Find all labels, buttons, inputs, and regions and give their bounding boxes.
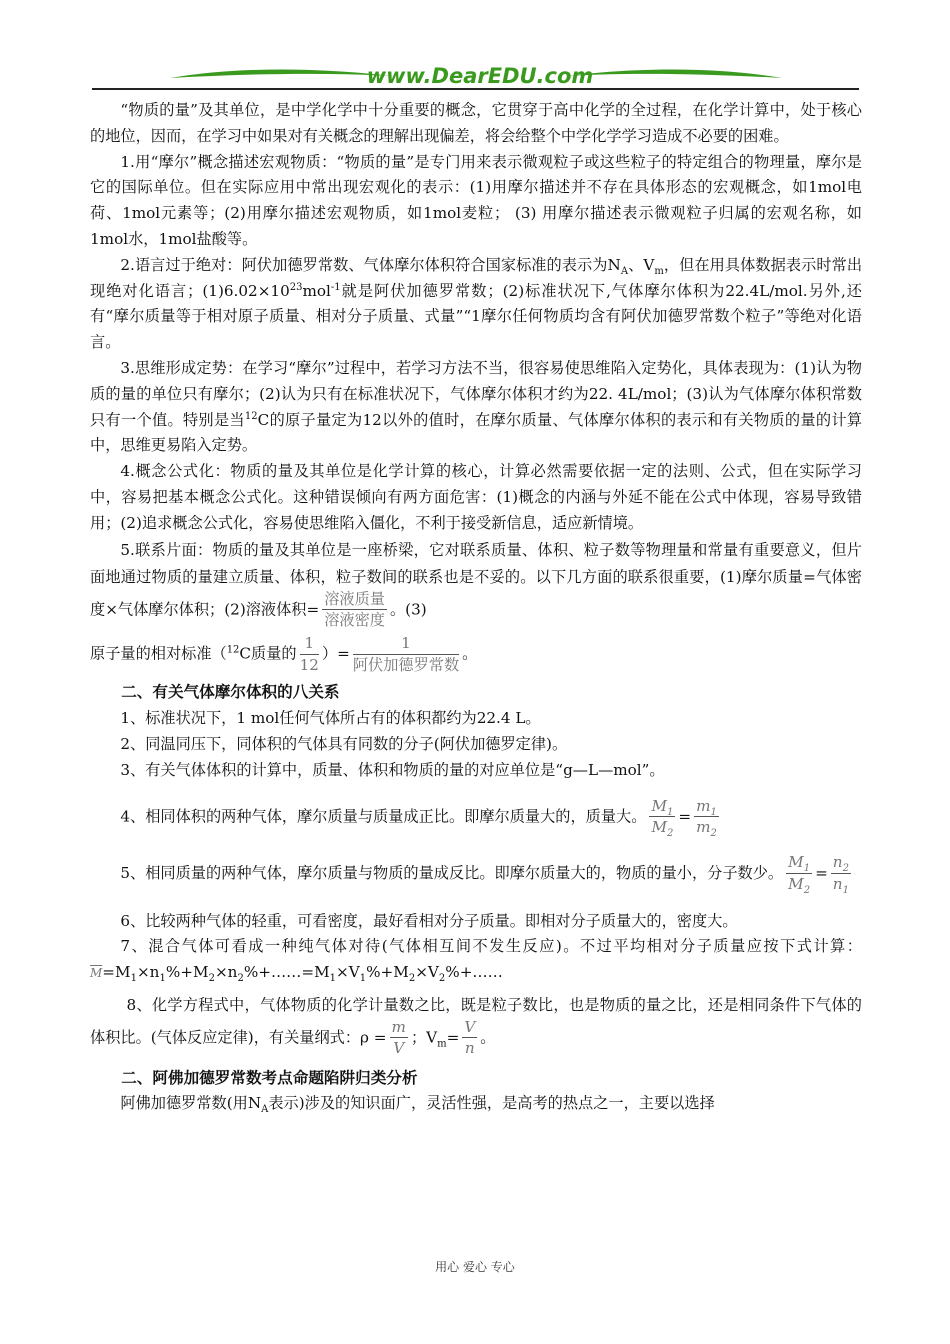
solution-volume-fraction: $\frac{\text{溶液质量}}{\text{溶液密度}}$	[324, 589, 385, 630]
relation-8: 8、化学方程式中，气体物质的化学计量数之比，既是粒子数比，也是物质的量之比，还是相同条件下气体的体积比。(气体反应定律)，有关量纲式：ρ = $\frac{m}{V}$ ；$V_m=$ $\frac{V}{n}$ 。	[90, 995, 862, 1058]
point-3: 3.思维形成定势：在学习“摩尔”过程中，若学习方法不当，很容易使思维陷入定势化，具体表现为：(1)认为物质的量的单位只有摩尔；(2)认为只有在标准状况下，气体摩尔体积才约为22. 4L/mol；(3)认为气体摩尔体积常数只有一个值。特别是当$^{12}$C的原子量定为12以外的值时，在摩尔质量、气体摩尔体积的表示和有关物质的量的计算中，思维更易陷入定势。	[90, 358, 863, 455]
relation-4: 4、相同体积的两种气体，摩尔质量与质量成正比。即摩尔质量大的，质量大。 $\frac{M_1}{M_2}$ = $\frac{m_1}{m_2}$	[120, 796, 717, 840]
point-2: 2.语言过于绝对：阿伏加德罗常数、气体摩尔体积符合国家标准的表示为$N_A$、$V_m$，但在用具体数据表示时常出现绝对化语言；$(1)6.02\times 10^{23}mol^{-1}$就是阿伏加德罗常数；(2)标准状况下,气体摩尔体积为22.4L/mol.另外,还有“摩尔质量等于相对原子质量、相对分子质量、式量”“1摩尔任何物质均含有阿伏加德罗常数个粒子”等绝对化语言。	[90, 255, 863, 352]
point-5: 5.联系片面：物质的量及其单位是一座桥梁，它对联系质量、体积、粒子数等物理量和常量有重要意义，但片面地通过物质的量建立质量、体积，粒子数间的联系也是不妥的。以下几方面的联系很重要，(1)摩尔质量=气体密度×气体摩尔体积；(2)溶液体积= $\frac{\text{溶液质量}}{\text{溶液密度}}$ 。(3)	[90, 540, 862, 630]
avogadro-intro: 阿佛加德罗常数(用$N_A$表示)涉及的知识面广，灵活性强，是高考的热点之一，主要以选择	[120, 1094, 715, 1116]
molar-volume-fraction: $\frac{V}{n}$	[464, 1017, 476, 1058]
site-url-text: www.DearEDU.com	[366, 64, 594, 88]
site-header-banner	[92, 58, 859, 92]
intro-paragraph: “物质的量”及其单位，是中学化学中十分重要的概念，它贯穿于高中化学的全过程，在化学计算中，处于核心的地位，因而，在学习中如果对有关概念的理解出现偏差，将会给整个中学化学学习造成不必要的困难。	[90, 101, 862, 145]
relation-1: 1、标准状况下，1 mol任何气体所占有的体积都约为22.4 L。	[120, 709, 541, 728]
relation-5: 5、相同质量的两种气体，摩尔质量与物质的量成反比。即摩尔质量大的，物质的量小，分子数少。 $\frac{M_1}{M_2}$ = $\frac{n_2}{n_1}$	[120, 853, 849, 896]
point-1: 1.用“摩尔”概念描述宏观物质：“物质的量”是专门用来表示微观粒子或这些粒子的特定组合的物理量，摩尔是它的国际单位。但在实际应用中常出现宏观化的表示：(1)用摩尔描述并不存在具体形态的宏观概念，如1mol电荷、1mol元素等；(2)用摩尔描述宏观物质，如1mol麦粒； (3) 用摩尔描述表示微观粒子归属的宏观名称，如1mol水，1mol盐酸等。	[90, 152, 862, 248]
relation-3: 3、有关气体体积的计算中，质量、体积和物质的量的对应单位是“g—L—mol”。	[120, 760, 665, 779]
molar-mass-ratio-fraction-2: $\frac{M_1}{M_2}$	[788, 853, 811, 896]
point-4: 4.概念公式化：物质的量及其单位是化学计算的核心，计算必然需要依据一定的法则、公式，但在实际学习中，容易把基本概念公式化。这种错误倾向有两方面危害：(1)概念的内涵与外延不能在公式中体现，容易导致错用；(2)追求概念公式化，容易使思维陷入僵化，不利于接受新信息，适应新情境。	[90, 462, 862, 532]
header-swoosh-logo	[92, 58, 859, 92]
point-5-continued: 原子量的相对标准（$^{12}$C质量的 $\frac{1}{12}$ ）= $\frac{1}{\text{阿伏加德罗常数}}$ 。	[90, 634, 478, 674]
header-rule	[92, 88, 859, 90]
relation-7: 7、混合气体可看成一种纯气体对待(气体相互间不发生反应)。不过平均相对分子质量应按下式计算：$\overline{M}=M_1\times n_1\%+M_2\times n_2\%+\dots\dots=M_1\times V_1\%+M_2\times V_2\%+\dots\dots$	[90, 937, 862, 985]
one-twelfth-fraction: $\frac{1}{12}$	[299, 634, 319, 674]
molar-mass-ratio-fraction: $\frac{M_1}{M_2}$	[651, 796, 674, 840]
relation-2: 2、同温同压下，同体积的气体具有同数的分子(阿伏加德罗定律)。	[120, 735, 568, 754]
amount-ratio-fraction: $\frac{n_2}{n_1}$	[832, 853, 849, 896]
section-heading-avogadro: 二、阿佛加德罗常数考点命题陷阱归类分析	[121, 1068, 418, 1087]
avogadro-fraction: $\frac{1}{\text{阿伏加德罗常数}}$	[352, 634, 460, 674]
section-heading-gas-volume: 二、有关气体摩尔体积的八关系	[121, 683, 340, 702]
average-molar-mass-symbol: $\overline{M}$	[90, 966, 103, 981]
relation-6: 6、比较两种气体的轻重，可看密度，最好看相对分子质量。即相对分子质量大的，密度大。	[120, 911, 738, 930]
density-fraction: $\frac{m}{V}$	[391, 1017, 406, 1058]
page-footer: 用心 爱心 专心	[435, 1260, 515, 1274]
document-body	[90, 98, 862, 1117]
mass-ratio-fraction: $\frac{m_1}{m_2}$	[696, 796, 717, 840]
